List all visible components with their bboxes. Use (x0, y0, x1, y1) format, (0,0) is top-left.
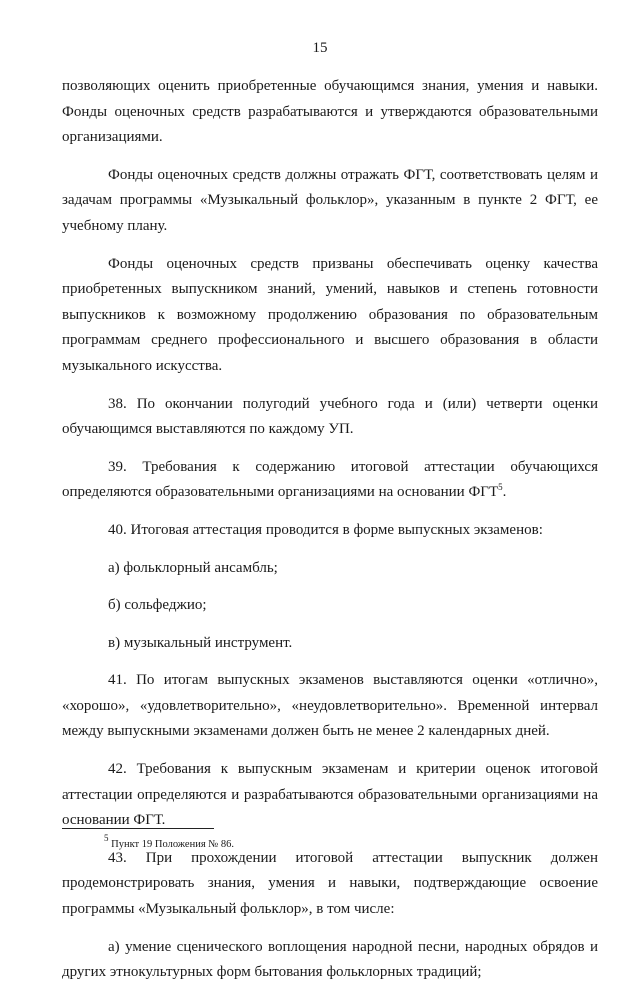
paragraph-fos-purpose: Фонды оценочных средств призваны обеспечивать оценку качества приобретенных выпускником знаний, умений, навыков и степень готовности выпускников к возможному продолжению образования по образовательным программам среднего профессионального и высшего образования в области музыкального искусства. (62, 255, 598, 374)
paragraph-continuation: позволяющих оценить приобретенные обучающимся знания, умения и навыки. Фонды оценочных средств разрабатываются и утверждаются образовательными организациями. (62, 78, 598, 146)
item-39-period: . (502, 484, 507, 501)
paragraph-item-41: 41. По итогам выпускных экзаменов выставляются оценки «отлично», «хорошо», «удовлетворительно», «неудовлетворительно». Временной интервал между выпускными экзаменами должен быть не менее 2 календарных дней. (62, 672, 598, 740)
footnote (104, 833, 235, 850)
paragraph-item-43: 43. При прохождении итоговой аттестации выпускник должен продемонстрировать знания, умения и навыки, подтверждающие освоение программы «Музыкальный фольклор», в том числе: (62, 849, 598, 918)
list-item-ensemble: а) фольклорный ансамбль; (108, 559, 278, 576)
paragraph-item-39 (62, 455, 598, 506)
paragraph-fos-requirements: Фонды оценочных средств должны отражать ФГТ, соответствовать целям и задачам программы «Музыкальный фольклор», указанным в пункте 2 ФГТ, ее учебному плану. (62, 166, 598, 234)
list-item-instrument: в) музыкальный инструмент. (108, 634, 293, 651)
footnote-reference: 5 (498, 482, 503, 493)
item-39-text: 39. Требования к содержанию итоговой аттестации обучающихся определяются образовательными организациями на основании ФГТ (62, 458, 598, 501)
list-item-stage-performance: а) умение сценического воплощения народной песни, народных обрядов и других этнокультурных форм бытования фольклорных традиций; (62, 938, 598, 981)
footnote-text: Пункт 19 Положения № 86. (108, 839, 235, 850)
paragraph-item-42: 42. Требования к выпускным экзаменам и критерии оценок итоговой аттестации определяются и разрабатываются образовательными организациями на основании ФГТ. (62, 761, 598, 829)
footnote-marker: 5 (104, 833, 109, 843)
footnote-separator (62, 828, 214, 829)
paragraph-item-38: 38. По окончании полугодий учебного года и (или) четверти оценки обучающимся выставляются по каждому УП. (62, 395, 598, 438)
paragraph-item-40: 40. Итоговая аттестация проводится в форме выпускных экзаменов: (108, 521, 543, 538)
page-number: 15 (312, 40, 328, 56)
document-body (62, 74, 598, 998)
list-item-solfeggio: б) сольфеджио; (108, 597, 207, 614)
